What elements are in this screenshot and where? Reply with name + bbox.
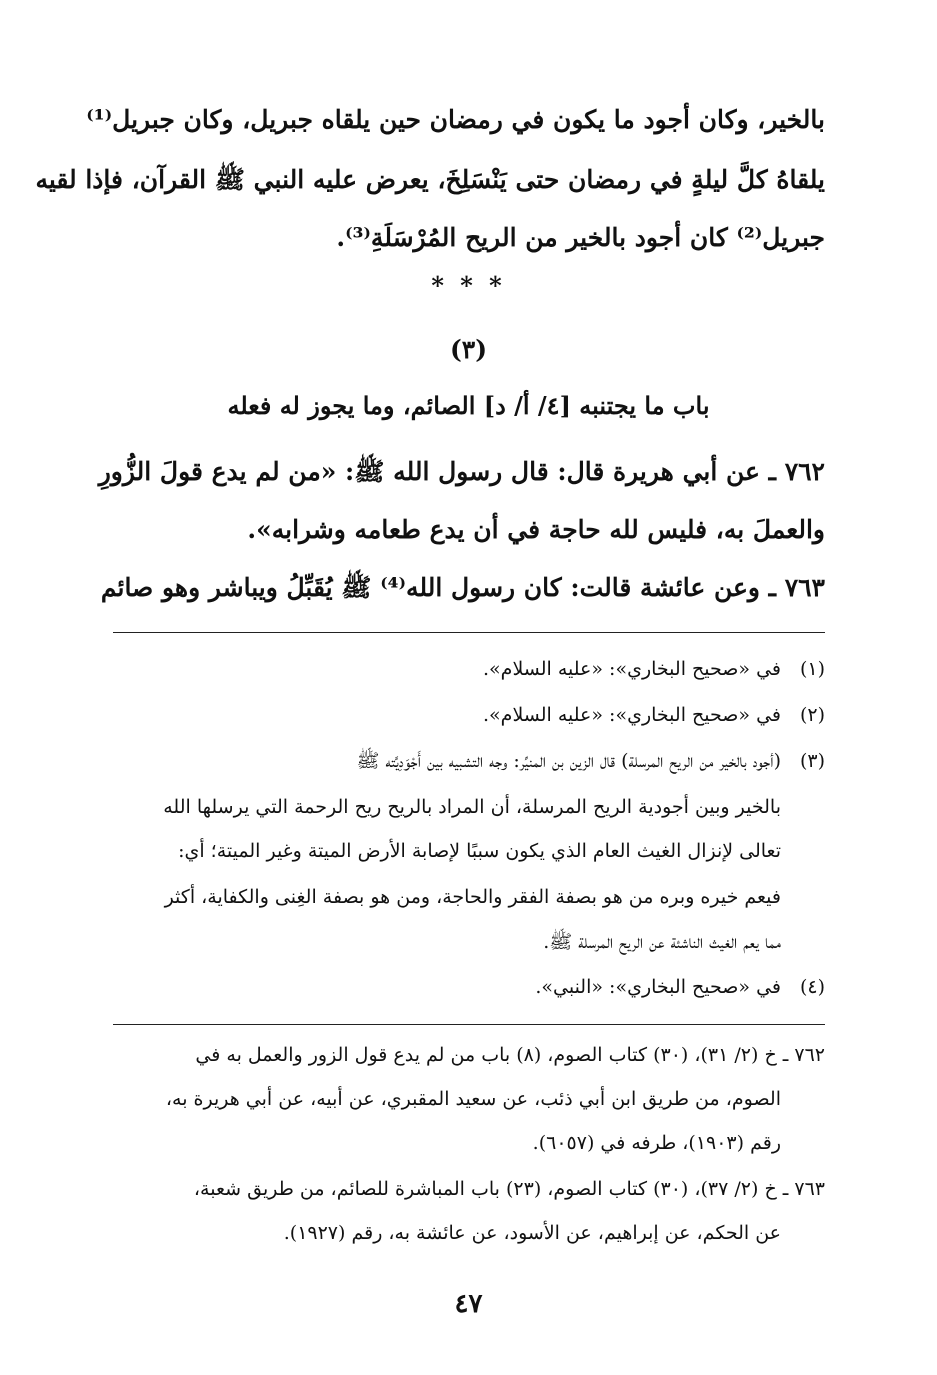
- footnote-text: في «صحيح البخاري»: «النبي».: [535, 976, 781, 998]
- footnote-text: في «صحيح البخاري»: «عليه السلام».: [483, 658, 781, 680]
- footnote-number: (٢): [799, 704, 825, 726]
- footnote-3-line-4: فيعم خيره وبره من هو بصفة الفقر والحاجة، ومن هو بصفة الغِنى والكفاية، أكثر: [164, 886, 781, 908]
- footnote-number: (٤): [799, 976, 825, 998]
- hadith-line-1: ٧٦٢ ـ عن أبي هريرة قال: قال رسول الله ﷺ: «من لم يدع قولَ الزُّورِ: [98, 457, 825, 486]
- section-number: (٣): [449, 335, 488, 364]
- footnote-separator: [113, 632, 825, 633]
- footnote-3-line-5: مما يعم الغيث الناشئة عن الريح المرسلة ﷺ.: [543, 931, 781, 953]
- source-763-line-2: عن الحكم، عن إبراهيم، عن الأسود، عن عائشة به، رقم (١٩٢٧).: [283, 1222, 781, 1244]
- chapter-title: باب ما يجتنبه [٤/ أ/ د] الصائم، وما يجوز له فعله: [227, 391, 710, 420]
- footnote-4: [112, 970, 825, 1004]
- footnote-3-line-3: تعالى لإنزال الغيث العام الذي يكون سببًا لإصابة الأرض الميتة وغير الميتة؛ أي:: [178, 840, 781, 862]
- page-number: ٤٧: [454, 1289, 483, 1319]
- footnote-3-line-1: [112, 744, 825, 778]
- source-762-line-1: ٧٦٢ ـ خ (٢/ ٣١)، (٣٠) كتاب الصوم، (٨) باب من لم يدع قول الزور والعمل به في: [195, 1044, 825, 1066]
- body-line-2: يلقاهُ كلَّ ليلةٍ في رمضان حتى يَنْسَلِخَ، يعرض عليه النبي ﷺ القرآن، فإذا لقيه: [35, 165, 825, 194]
- source-762-line-2: الصوم، من طريق ابن أبي ذئب، عن سعيد المقبري، عن أبيه، عن أبي هريرة به،: [165, 1088, 781, 1110]
- footnote-number: (١): [799, 658, 825, 680]
- footnote-number: (٣): [799, 750, 825, 772]
- hadith-line-2: والعملَ به، فليس لله حاجة في أن يدع طعامه وشرابه».: [247, 515, 825, 544]
- footnote-text: (أجود بالخير من الريح المرسلة) قال الزين بن المنيِّر: وجه التشبيه بين أَجْوَدِيَّته ﷺ: [356, 750, 781, 772]
- footnote-text: في «صحيح البخاري»: «عليه السلام».: [483, 704, 781, 726]
- divider-stars: * * *: [431, 271, 506, 300]
- source-763-line-1: ٧٦٣ ـ خ (٢/ ٣٧)، (٣٠) كتاب الصوم، (٢٣) باب المباشرة للصائم، من طريق شعبة،: [193, 1178, 825, 1200]
- sources-separator: [113, 1024, 825, 1025]
- body-line-3: جبريل⁽²⁾ كان أجود بالخير من الريح المُرْسَلَةِ⁽³⁾.: [336, 223, 825, 252]
- body-line-1: بالخير، وكان أجود ما يكون في رمضان حين يلقاه جبريل، وكان جبريل⁽¹⁾: [86, 105, 825, 134]
- footnote-3-line-2: بالخير وبين أجودية الريح المرسلة، أن المراد بالريح ريح الرحمة التي يرسلها الله: [163, 796, 781, 818]
- footnote-1: [112, 652, 825, 686]
- source-762-line-3: رقم (١٩٠٣)، طرفه في (٦٠٥٧).: [532, 1132, 781, 1154]
- footnote-2: [112, 698, 825, 732]
- hadith-line-3: ٧٦٣ ـ وعن عائشة قالت: كان رسول الله⁽⁴⁾ ﷺ يُقَبِّلُ ويباشر وهو صائم: [100, 573, 825, 602]
